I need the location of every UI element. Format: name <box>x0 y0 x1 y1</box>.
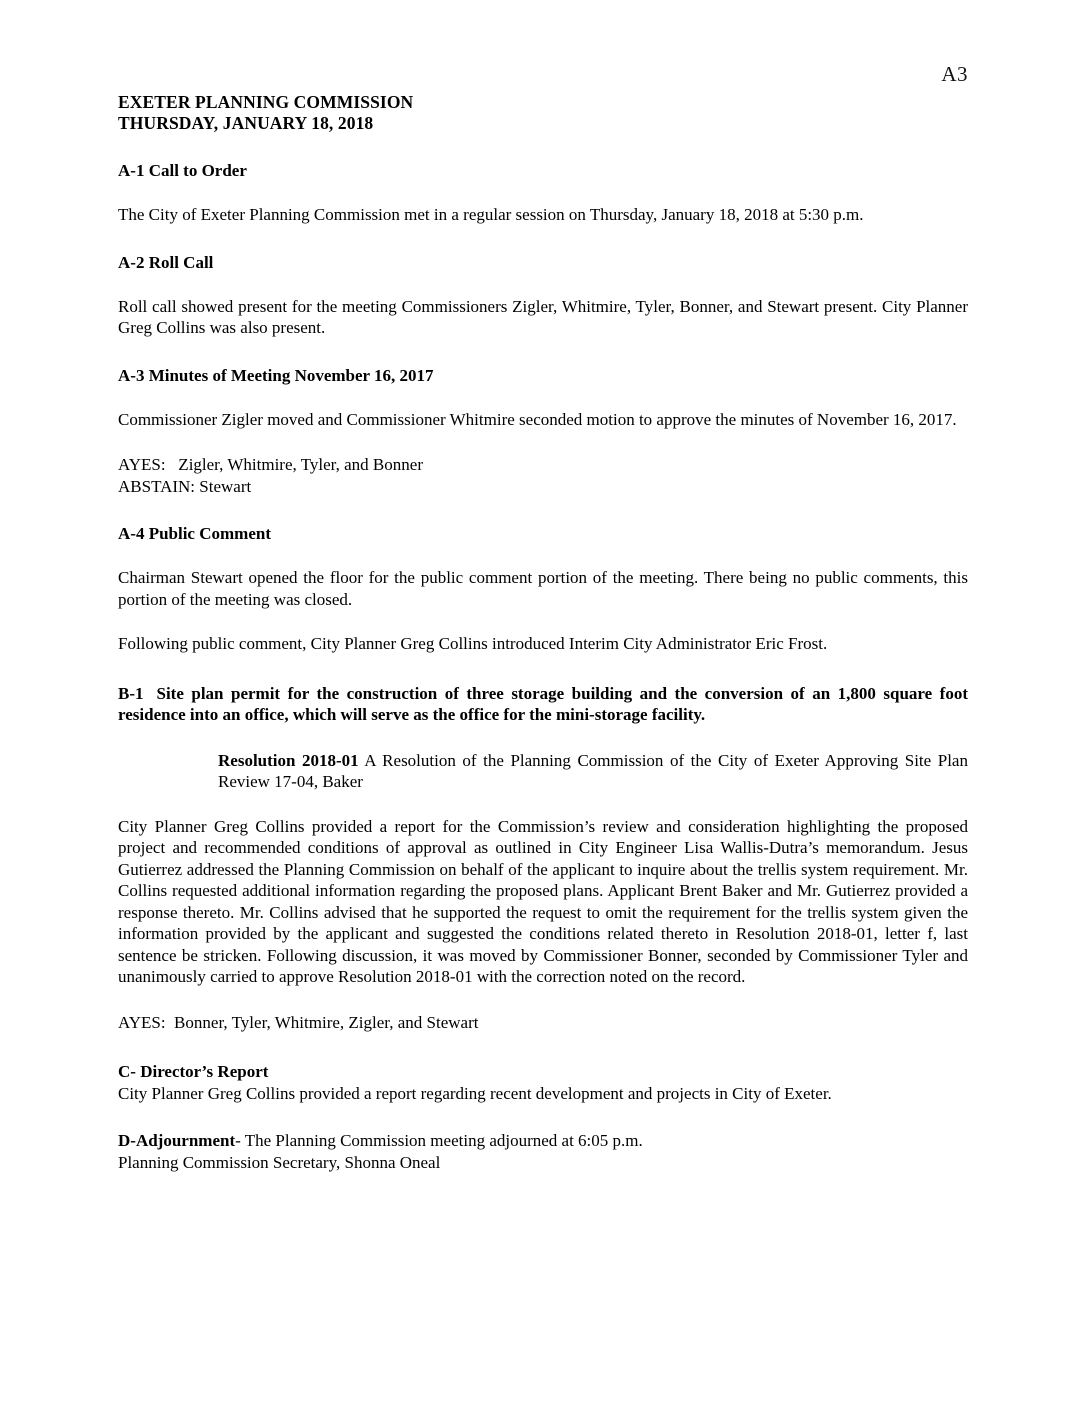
section-heading-a4: A-4 Public Comment <box>118 524 271 543</box>
vote-block-b1 <box>118 1012 968 1034</box>
vote-ayes-b1: AYES: Bonner, Tyler, Whitmire, Zigler, and Stewart <box>118 1012 479 1032</box>
section-b1-label: B-1 <box>118 683 144 703</box>
page-marker: A3 <box>941 62 968 86</box>
section-body-a1: The City of Exeter Planning Commission met in a regular session on Thursday, January 18, 2018 at 5:30 p.m. <box>118 205 864 224</box>
adjournment-line <box>118 1130 968 1152</box>
document-title <box>118 92 968 134</box>
section-body-c: City Planner Greg Collins provided a report regarding recent development and projects in City of Exeter. <box>118 1083 832 1103</box>
section-heading-b1 <box>118 683 968 726</box>
document-body <box>118 92 968 1173</box>
section-b1-heading-text: Site plan permit for the construction of three storage building and the conversion of an 1,800 square foot residence into an office, which will serve as the office for the mini-storage facility. <box>118 683 968 724</box>
section-heading-a1: A-1 Call to Order <box>118 161 247 180</box>
section-body-a2: Roll call showed present for the meeting Commissioners Zigler, Whitmire, Tyler, Bonner, and Stewart present. City Planner Greg Collins was also present. <box>118 296 968 337</box>
section-body-a4-1: Chairman Stewart opened the floor for the public comment portion of the meeting. There being no public comments, this portion of the meeting was closed. <box>118 568 968 609</box>
document-title-line2: THURSDAY, JANUARY 18, 2018 <box>118 113 374 133</box>
section-heading-c: C- Director’s Report <box>118 1062 269 1081</box>
section-heading-d: D-Adjournment <box>118 1131 236 1150</box>
resolution-number: Resolution 2018-01 <box>218 750 359 770</box>
resolution-block <box>218 750 968 793</box>
section-body-a4-2: Following public comment, City Planner Greg Collins introduced Interim City Administrator Eric Frost. <box>118 634 828 653</box>
vote-block-a3 <box>118 454 968 497</box>
section-heading-a2: A-2 Roll Call <box>118 252 214 272</box>
section-body-a3: Commissioner Zigler moved and Commissioner Whitmire seconded motion to approve the minutes of November 16, 2017. <box>118 409 957 429</box>
section-d-adjournment <box>118 1130 968 1173</box>
section-heading-a3: A-3 Minutes of Meeting November 16, 2017 <box>118 365 434 385</box>
section-body-d: - The Planning Commission meeting adjourned at 6:05 p.m. <box>235 1131 643 1150</box>
resolution-description: A Resolution of the Planning Commission of the City of Exeter Approving Site Plan Review 17-04, Baker <box>218 750 968 791</box>
document-title-line1: EXETER PLANNING COMMISSION <box>118 92 414 112</box>
vote-ayes-a3: AYES: Zigler, Whitmire, Tyler, and Bonner <box>118 455 423 474</box>
section-body-b1: City Planner Greg Collins provided a report for the Commission’s review and consideration highlighting the proposed project and recommended conditions of approval as outlined in City Engineer Lisa Wallis-Dutra’s memorandum. Jesus Gutierrez addressed the Planning Commission on behalf of the applicant to inquire about the trellis system requirement. Mr. Collins requested additional information regarding the proposed plans. Applicant Brent Baker and Mr. Gutierrez provided a response thereto. Mr. Collins advised that he supported the request to omit the requirement for the trellis system given the information provided by the applicant and suggested the conditions related thereto in Resolution 2018-01, letter f, last sentence be stricken. Following discussion, it was moved by Commissioner Bonner, seconded by Commissioner Tyler and unanimously carried to approve Resolution 2018-01 with the correction noted on the record. <box>118 816 968 986</box>
secretary-line: Planning Commission Secretary, Shonna Oneal <box>118 1152 441 1172</box>
vote-abstain-a3: ABSTAIN: Stewart <box>118 476 252 496</box>
section-c-report <box>118 1061 968 1104</box>
